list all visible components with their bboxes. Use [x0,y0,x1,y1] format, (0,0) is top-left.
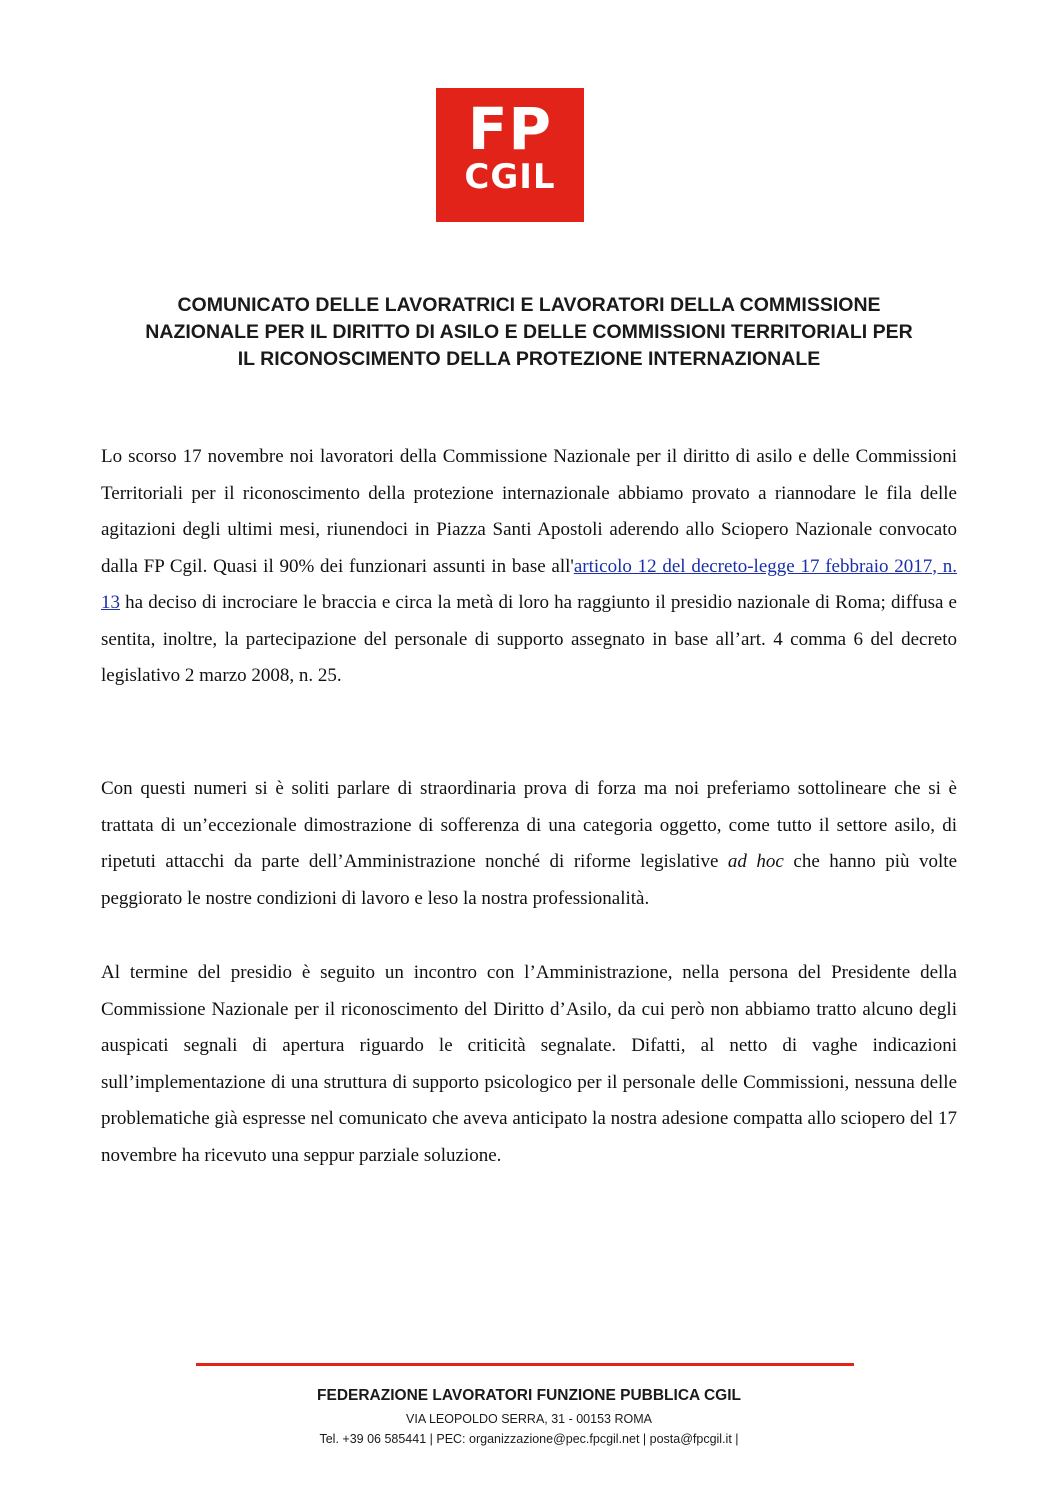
title-line-1: COMUNICATO DELLE LAVORATRICI E LAVORATORI DELLA COMMISSIONE [177,294,881,316]
logo-fp-text: FP [467,95,553,163]
paragraph-3: Al termine del presidio è seguito un incontro con l’Amministrazione, nella persona del Presidente della Commissione Nazionale per il riconoscimento del Diritto d’Asilo, da cui però non abbiamo tratto alcuno degli auspicati segnali di apertura riguardo le criticità segnalate. Difatti, al netto di vaghe indicazioni sull’implementazione di una struttura di supporto psicologico per il personale delle Commissioni, nessuna delle problematiche già espresse nel comunicato che aveva anticipato la nostra adesione compatta allo sciopero del 17 novembre ha ricevuto una seppur parziale soluzione. [101,962,957,1166]
paragraph-1-text-b: ha deciso di incrociare le braccia e circa la metà di loro ha raggiunto il presidio nazionale di Roma; diffusa e sentita, inoltre, la partecipazione del personale di supporto assegnato in base all’art. 4 comma 6 del decreto legislativo 2 marzo 2008, n. 25. [101,592,957,686]
title-line-3: IL RICONOSCIMENTO DELLA PROTEZIONE INTERNAZIONALE [237,348,821,370]
logo-cgil-text: CGIL [464,157,556,197]
paragraph-2 [101,771,957,917]
footer-organization: FEDERAZIONE LAVORATORI FUNZIONE PUBBLICA CGIL [317,1387,741,1404]
paragraph-1 [101,439,957,695]
footer-divider [196,1363,854,1366]
paragraph-1-text-a: Lo scorso 17 novembre noi lavoratori della Commissione Nazionale per il diritto di asilo e delle Commissioni Territoriali per il riconoscimento della protezione internazionale abbiamo provato a riannodare le fila delle agitazioni degli ultimi mesi, riunendoci in Piazza Santi Apostoli aderendo allo Sciopero Nazionale convocato dalla FP Cgil. Quasi il 90% dei funzionari assunti in base all' [101,446,957,577]
title-line-2: NAZIONALE PER IL DIRITTO DI ASILO E DELLE COMMISSIONI TERRITORIALI PER [145,321,913,343]
paragraph-2-text-a: Con questi numeri si è soliti parlare di straordinaria prova di forza ma noi preferiamo sottolineare che si è trattata di un’eccezionale dimostrazione di sofferenza di una categoria oggetto, come tutto il settore asilo, di ripetuti attacchi da parte dell’Amministrazione nonché di riforme legislative [101,778,957,872]
decree-link[interactable]: articolo 12 del decreto-legge 17 febbraio 2017, n. 13 [101,555,957,613]
fp-cgil-logo [436,88,584,222]
document-title [80,292,978,373]
footer [196,1386,862,1449]
footer-contacts: Tel. +39 06 585441 | PEC: organizzazione@pec.fpcgil.net | posta@fpcgil.it | [319,1432,739,1446]
paragraph-2-text-b: che hanno più volte peggiorato le nostre condizioni di lavoro e leso la nostra professionalità. [101,851,957,909]
ad-hoc-emphasis: ad hoc [727,851,784,872]
footer-address: VIA LEOPOLDO SERRA, 31 - 00153 ROMA [406,1412,652,1426]
